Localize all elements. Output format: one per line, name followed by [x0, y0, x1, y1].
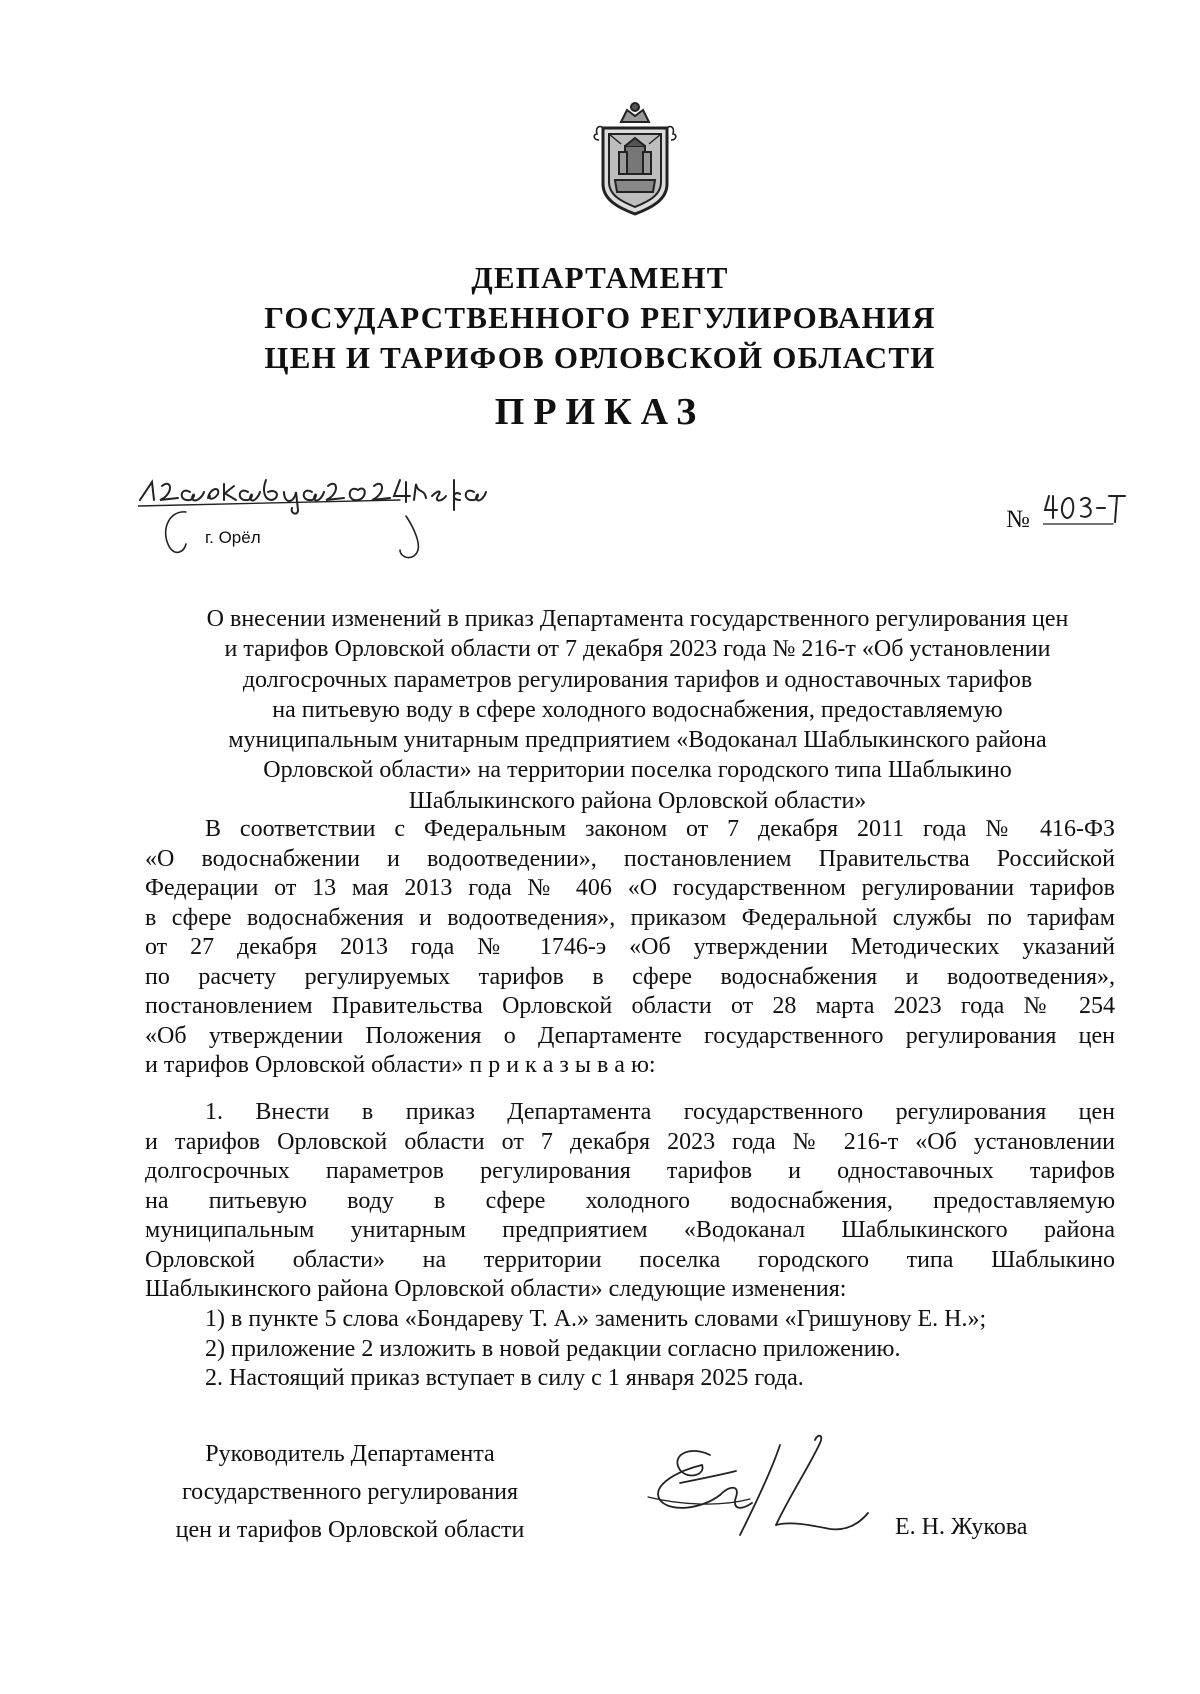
preamble-line: в сфере водоснабжения и водоотведения», приказом Федеральной службы по тарифам: [145, 904, 1115, 931]
city: г. Орёл: [205, 528, 261, 547]
item-1-line: Орловской области» на территории поселка городского типа Шаблыкино: [145, 1246, 1115, 1273]
item-1-line: 1. Внести в приказ Департамента государственного регулирования цен: [205, 1099, 1115, 1125]
title-line: и тарифов Орловской области от 7 декабря 2023 года № 216-т «Об установлении: [224, 636, 1051, 663]
item-1-line: муниципальным унитарным предприятием «Водоканал Шаблыкинского района: [145, 1217, 1115, 1243]
item-1-line: долгосрочных параметров регулирования тарифов и одноставочных тарифов: [145, 1158, 1115, 1184]
order-title: [160, 604, 1115, 816]
preamble-line: Федерации от 13 мая 2013 года № 406 «О государственном регулировании тарифов: [145, 875, 1115, 901]
preamble-line: постановлением Правительства Орловской области от 28 марта 2023 года № 254: [145, 993, 1115, 1019]
signatory-line-2: государственного регулирования: [181, 1479, 519, 1505]
preamble-line: «Об утверждении Положения о Департаменте государственного регулирования цен: [145, 1022, 1115, 1049]
preamble-line: по расчету регулируемых тарифов в сфере водоснабжения и водоотведения»,: [145, 963, 1115, 990]
signer-name: Е. Н. Жукова: [895, 1514, 1028, 1540]
title-line: Шаблыкинского района Орловской области»: [408, 787, 867, 814]
preamble-line: В соответствии с Федеральным законом от 7 декабря 2011 года № 416-ФЗ: [205, 816, 1115, 842]
preamble-line: «О водоснабжении и водоотведении», постановлением Правительства Российской: [145, 845, 1115, 872]
item-1-line: и тарифов Орловской области от 7 декабря 2023 года № 216-т «Об установлении: [145, 1128, 1115, 1155]
header-line-2: ГОСУДАРСТВЕННОГО РЕГУЛИРОВАНИЯ: [264, 300, 936, 335]
item-1-line: на питьевую воду в сфере холодного водоснабжения, предоставляемую: [145, 1187, 1115, 1214]
title-line: на питьевую воду в сфере холодного водоснабжения, предоставляемую: [272, 696, 1003, 723]
item-1-subitem-1: 1) в пункте 5 слова «Бондареву Т. А.» заменить словами «Гришунову Е. Н.»;: [205, 1306, 987, 1332]
signatory-line-3: цен и тарифов Орловской области: [175, 1517, 525, 1543]
handwritten-signature: [640, 1425, 900, 1555]
item-1-subitem-2: 2) приложение 2 изложить в новой редакции согласно приложению.: [205, 1336, 901, 1362]
title-line: муниципальным унитарным предприятием «Водоканал Шаблыкинского района: [228, 727, 1047, 754]
preamble-line: от 27 декабря 2013 года № 1746-э «Об утверждении Методических указаний: [145, 934, 1115, 960]
title-line: долгосрочных параметров регулирования тарифов и одноставочных тарифов: [242, 666, 1033, 693]
signatory-line-1: Руководитель Департамента: [205, 1441, 495, 1467]
item-1-line: Шаблыкинского района Орловской области» следующие изменения:: [145, 1276, 847, 1302]
item-1-paragraph: [145, 1098, 1115, 1305]
title-line: Орловской области» на территории поселка городского типа Шаблыкино: [263, 757, 1012, 784]
number-label: №: [1006, 506, 1030, 533]
preamble-line: и тарифов Орловской области» п р и к а з ы в а ю:: [145, 1052, 656, 1078]
issuer-header: [0, 258, 1200, 378]
item-2: 2. Настоящий приказ вступает в силу с 1 января 2025 года.: [205, 1365, 804, 1391]
document-type: ПРИКАЗ: [494, 391, 706, 433]
signatory-position: [140, 1435, 560, 1549]
header-line-3: ЦЕН И ТАРИФОВ ОРЛОВСКОЙ ОБЛАСТИ: [264, 340, 936, 375]
coat-of-arms-emblem: [587, 100, 683, 218]
title-line: О внесении изменений в приказ Департамента государственного регулирования цен: [206, 606, 1069, 632]
preamble-paragraph: [145, 815, 1115, 1081]
header-line-1: ДЕПАРТАМЕНТ: [471, 260, 729, 295]
